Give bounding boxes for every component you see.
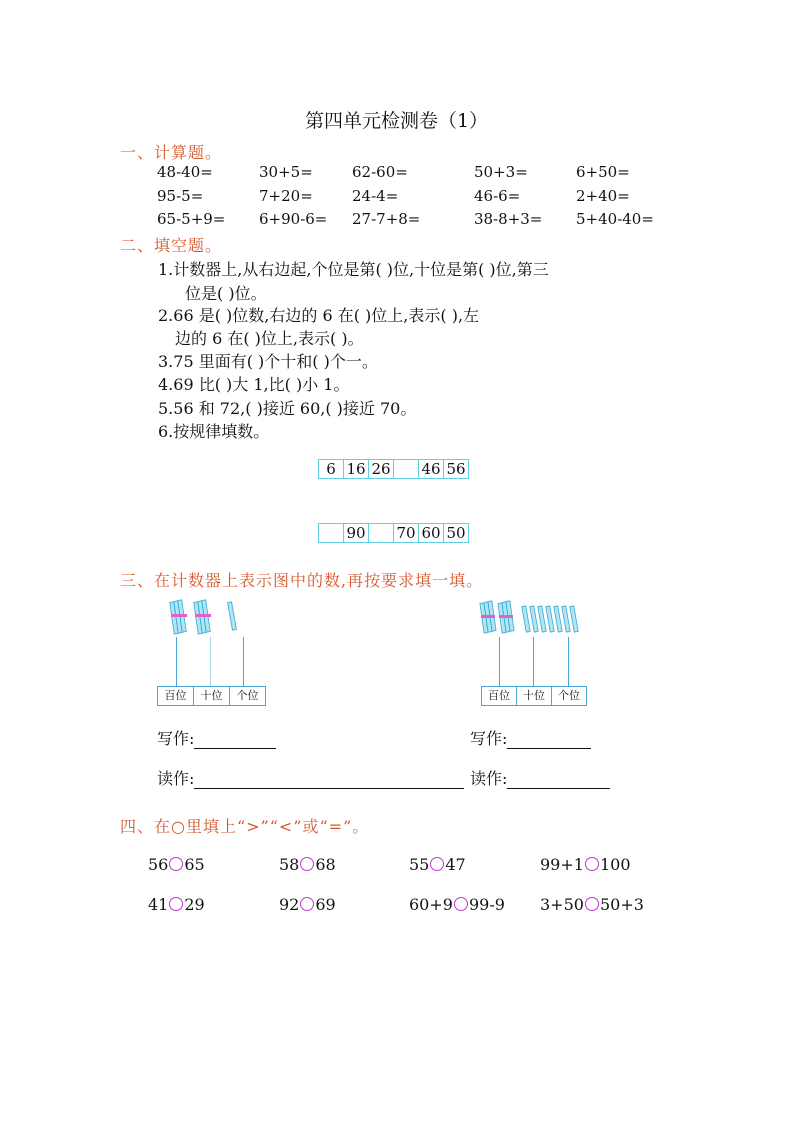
question-2-line2: 边的 6 在( )位上,表示( )。 bbox=[175, 329, 364, 348]
compare-item bbox=[540, 895, 644, 914]
sequence-grid-1 bbox=[318, 459, 469, 479]
calc-problem: 7+20= bbox=[259, 187, 313, 205]
write-left bbox=[157, 726, 276, 749]
abacus-rod bbox=[176, 637, 177, 687]
section2-heading: 二、填空题。 bbox=[120, 236, 223, 255]
sequence-cell[interactable] bbox=[394, 460, 419, 479]
section1-heading: 一、计算题。 bbox=[120, 143, 223, 162]
compare-circle-icon[interactable] bbox=[169, 857, 183, 871]
sequence-cell[interactable] bbox=[369, 524, 394, 543]
abacus-rod bbox=[210, 637, 211, 687]
question-5: 5.56 和 72,( )接近 60,( )接近 70。 bbox=[158, 399, 417, 418]
compare-circle-icon[interactable] bbox=[300, 857, 314, 871]
calc-problem: 62-60= bbox=[352, 163, 408, 181]
read-label: 读作: bbox=[470, 769, 508, 788]
compare-item bbox=[409, 855, 466, 874]
write-right bbox=[470, 726, 591, 749]
compare-circle-icon[interactable] bbox=[430, 857, 444, 871]
question-1-line1: 1.计数器上,从右边起,个位是第( )位,十位是第( )位,第三 bbox=[158, 260, 549, 279]
stick-bundles-right bbox=[478, 598, 598, 638]
compare-item bbox=[540, 855, 631, 874]
abacus-label: 个位 bbox=[236, 689, 259, 702]
compare-left: 41 bbox=[148, 895, 169, 914]
compare-left: 58 bbox=[279, 855, 300, 874]
sequence-cell: 60 bbox=[419, 524, 444, 543]
compare-left: 99+1 bbox=[540, 855, 584, 874]
page-title: 第四单元检测卷（1） bbox=[304, 110, 489, 132]
sequence-cell[interactable] bbox=[319, 524, 344, 543]
sequence-cell: 50 bbox=[444, 524, 469, 543]
compare-left: 60+9 bbox=[409, 895, 453, 914]
write-label: 写作: bbox=[470, 729, 508, 748]
compare-left: 55 bbox=[409, 855, 430, 874]
calc-problem: 48-40= bbox=[157, 163, 213, 181]
compare-item bbox=[279, 895, 336, 914]
read-label: 读作: bbox=[157, 769, 195, 788]
compare-right: 50+3 bbox=[599, 895, 644, 914]
compare-left: 56 bbox=[148, 855, 169, 874]
compare-right: 65 bbox=[184, 855, 205, 874]
abacus-label: 个位 bbox=[558, 689, 580, 702]
question-1-line2: 位是( )位。 bbox=[185, 284, 267, 303]
calc-problem: 2+40= bbox=[576, 187, 630, 205]
compare-right: 69 bbox=[315, 895, 336, 914]
calc-problem: 38-8+3= bbox=[474, 210, 543, 228]
sequence-cell: 46 bbox=[419, 460, 444, 479]
write-answer-line[interactable] bbox=[507, 734, 591, 749]
question-6: 6.按规律填数。 bbox=[158, 422, 270, 441]
compare-item bbox=[148, 895, 205, 914]
stick-bundles-left bbox=[168, 596, 248, 638]
abacus-left bbox=[157, 686, 266, 706]
sequence-grid-2 bbox=[318, 523, 469, 543]
sequence-cell: 26 bbox=[369, 460, 394, 479]
compare-left: 92 bbox=[279, 895, 300, 914]
compare-item bbox=[148, 855, 205, 874]
compare-circle-icon[interactable] bbox=[585, 857, 599, 871]
calc-problem: 46-6= bbox=[474, 187, 521, 205]
compare-item bbox=[409, 895, 505, 914]
read-answer-line[interactable] bbox=[507, 774, 610, 789]
abacus-label: 百位 bbox=[482, 687, 517, 705]
section4-heading: 四、在○里填上“>”“<”或“=”。 bbox=[120, 817, 370, 836]
sequence-cell: 6 bbox=[319, 460, 344, 479]
sequence-cell: 70 bbox=[394, 524, 419, 543]
compare-circle-icon[interactable] bbox=[300, 897, 314, 911]
abacus-label: 百位 bbox=[158, 687, 194, 705]
calc-problem: 65-5+9= bbox=[157, 210, 226, 228]
read-left bbox=[157, 766, 464, 789]
calc-problem: 95-5= bbox=[157, 187, 204, 205]
compare-right: 100 bbox=[599, 855, 631, 874]
abacus-rod bbox=[533, 637, 534, 687]
compare-circle-icon[interactable] bbox=[454, 897, 468, 911]
question-2-line1: 2.66 是( )位数,右边的 6 在( )位上,表示( ),左 bbox=[158, 306, 480, 325]
calc-problem: 5+40-40= bbox=[576, 210, 654, 228]
question-3: 3.75 里面有( )个十和( )个一。 bbox=[158, 352, 378, 371]
calc-problem: 6+50= bbox=[576, 163, 630, 181]
abacus-rod bbox=[568, 637, 569, 687]
compare-right: 68 bbox=[315, 855, 336, 874]
compare-right: 99-9 bbox=[468, 895, 505, 914]
sequence-cell: 16 bbox=[344, 460, 369, 479]
abacus-right bbox=[481, 686, 587, 706]
compare-circle-icon[interactable] bbox=[169, 897, 183, 911]
compare-item bbox=[279, 855, 336, 874]
write-answer-line[interactable] bbox=[194, 734, 276, 749]
calc-problem: 6+90-6= bbox=[259, 210, 328, 228]
calc-problem: 50+3= bbox=[474, 163, 528, 181]
question-4: 4.69 比( )大 1,比( )小 1。 bbox=[158, 375, 350, 394]
sequence-cell: 90 bbox=[344, 524, 369, 543]
abacus-rod bbox=[243, 637, 244, 687]
read-right bbox=[470, 766, 610, 789]
calc-problem: 24-4= bbox=[352, 187, 399, 205]
compare-circle-icon[interactable] bbox=[585, 897, 599, 911]
abacus-label: 十位 bbox=[517, 687, 552, 705]
compare-right: 29 bbox=[184, 895, 205, 914]
section3-heading: 三、在计数器上表示图中的数,再按要求填一填。 bbox=[120, 571, 484, 590]
calc-problem: 27-7+8= bbox=[352, 210, 421, 228]
sequence-cell: 56 bbox=[444, 460, 469, 479]
abacus-rod bbox=[499, 637, 500, 687]
write-label: 写作: bbox=[157, 729, 195, 748]
read-answer-line[interactable] bbox=[194, 774, 464, 789]
compare-left: 3+50 bbox=[540, 895, 584, 914]
calc-problem: 30+5= bbox=[259, 163, 313, 181]
compare-right: 47 bbox=[445, 855, 466, 874]
abacus-label: 十位 bbox=[194, 687, 230, 705]
